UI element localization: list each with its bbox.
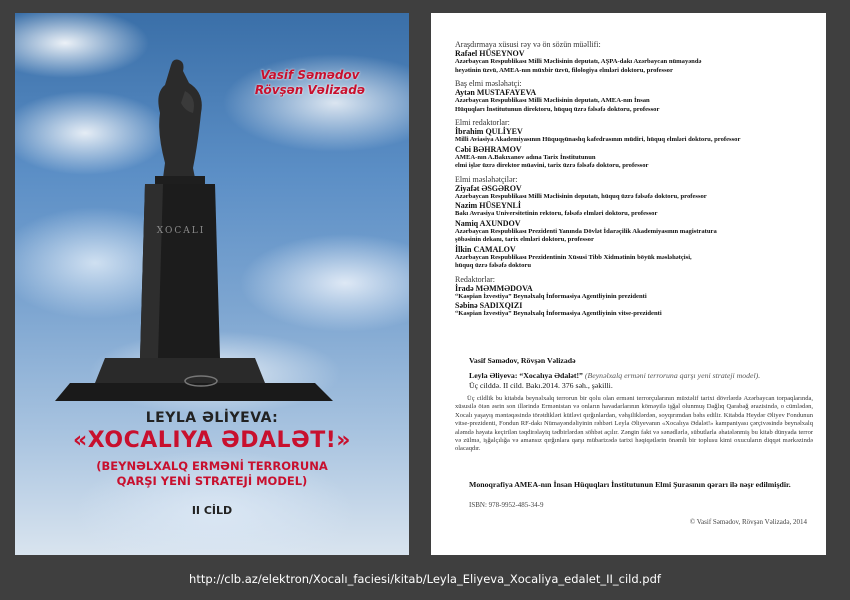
credit-description: Azərbaycan Respublikası Prezidenti Yanında Dövlət İdarəçilik Akademiyasının magistratura bbox=[455, 227, 717, 235]
credit-label: Araşdırmaya xüsusi rəy və ön sözün müəllifi: bbox=[455, 40, 601, 49]
credit-description: Azərbaycan Respublikası Prezidentinin Xüsusi Tibb Xidmətinin böyük məsləhətçisi, bbox=[455, 253, 692, 261]
cover-title: «XOCALIYA ƏDALƏT!» bbox=[73, 428, 351, 453]
credit-label: Redaktorlar: bbox=[455, 274, 495, 284]
credit-description: Hüquqları İnstitutunun direktoru, hüquq üzrə fəlsəfə doktoru, professor bbox=[455, 105, 660, 113]
copyright-block bbox=[455, 518, 807, 526]
credit-description: AMEA-nın A.Bakıxanov adına Tarix İnstitutunun bbox=[455, 153, 596, 161]
credit-name: Ziyafət ƏSGƏROV bbox=[455, 183, 522, 193]
cover-subtitle-line-2: QARŞI YENİ STRATEJİ MODEL) bbox=[116, 474, 308, 488]
credit-description: Azərbaycan Respublikası Milli Məclisinin deputatı, AMEA-nın İnsan bbox=[455, 97, 650, 104]
cover-heading: LEYLA ƏLİYEVA: bbox=[145, 410, 279, 426]
credit-name: İlkin CAMALOV bbox=[455, 244, 516, 254]
cover-author-1: Vasif Səmədov bbox=[260, 68, 360, 82]
credit-description: Azərbaycan Respublikası Milli Məclisinin deputatı, hüquq üzrə fəlsəfə doktoru, professor bbox=[455, 192, 707, 200]
credit-block bbox=[455, 118, 817, 171]
credit-name: İbrahim QULİYEV bbox=[455, 127, 523, 136]
credit-block bbox=[455, 175, 817, 271]
credit-name: Cəbi BƏHRAMOV bbox=[455, 144, 522, 154]
copyright: © Vasif Səmədov, Rövşən Vəlizadə, 2014 bbox=[689, 518, 807, 526]
abstract bbox=[455, 395, 813, 454]
credit-description: Milli Aviasiya Akademiyasının Hüquqşünaslıq kafedrasının müdiri, hüquq elmləri doktoru, professor bbox=[455, 136, 741, 143]
credit-block bbox=[455, 40, 817, 75]
credit-description: Bakı Avrasiya Universitetinin rektoru, fəlsəfə elmləri doktoru, professor bbox=[455, 210, 658, 217]
monograph-text: Monoqrafiya AMEA-nın İnsan Hüquqları İnstitutunun Elmi Şurasının qərarı ilə nəşr edilmişdir. bbox=[469, 480, 791, 489]
credit-description: “Kaspian İzvestiya” Beynəlxalq İnformasiya Agentliyinin prezidenti bbox=[455, 292, 647, 300]
authors-line: Vasif Səmədov, Rövşən Vəlizadə bbox=[469, 356, 576, 365]
credit-label: Elmi məsləhətçilər: bbox=[455, 174, 518, 184]
credit-label: Elmi redaktorlar: bbox=[455, 118, 510, 127]
credit-name: İradə MƏMMƏDOVA bbox=[455, 283, 533, 293]
isbn-block bbox=[469, 501, 814, 509]
credit-description: hüquq üzrə fəlsəfə doktoru bbox=[455, 262, 532, 269]
bibliography bbox=[469, 356, 809, 391]
abstract-paragraph: Üç cildlik bu kitabda beynəlxalq terrorun bir qolu olan erməni terrorçularının müxtəlif tarixi dövrlərdə Azərbaycan torpaqlarında, xüsusilə ötən əsrin son illərində Ermənistan və onların havadarlarının köməyilə işğal olunmuş Dağlıq Qarabağ ərazisində, o cümlədən, Xocalı yaşayış məntəqəsində törətdikləri kütləvi qırğınlardan, vəhşiliklərdən, soyqırımdan bəhs edilir. Kitabda Heydər Əliyev Fondunun vitse-prezidenti, Fondun RF-dakı Nümayəndəliyinin rəhbəri Leyla Əliyevanın «Xocalıya Ədalət!» kampaniyası çərçivəsində beynəlxalq aləmdə həyata keçirilən təqdirəlayiq tədbirlərdən söhbət açılır. Zəngin fakt və sənədlərlə, sübutlarla əhatələnmiş bu kitab dünyada terror və zülmə, işğalçılığa və amansız qırğınlara qarşı mübarizədə tarixi həqiqətlərin önəmli bir toplusu kimi oxucuların diqqət mərkəzində olacaqdır. bbox=[455, 395, 813, 453]
credit-block bbox=[455, 79, 817, 114]
title-page bbox=[431, 13, 826, 555]
credits bbox=[455, 40, 817, 323]
credit-name: Nazim HÜSEYNLİ bbox=[455, 201, 522, 210]
credit-description: elmi işlər üzrə direktor müavini, tarix üzrə fəlsəfə doktoru, professor bbox=[455, 162, 649, 169]
isbn: ISBN: 978-9952-485-34-9 bbox=[469, 501, 544, 509]
bib-entry bbox=[469, 371, 809, 391]
book-cover bbox=[15, 13, 409, 555]
monument-inscription: XOCALI bbox=[156, 226, 206, 236]
bib-subtitle: (Beynəlxalq erməni terroruna qarşı yeni strateji model). bbox=[584, 371, 761, 380]
cover-subtitle-line-1: (BEYNƏLXALQ ERMƏNİ TERRORUNA bbox=[96, 459, 328, 473]
credit-name: Səbinə SADIXQIZI bbox=[455, 301, 523, 310]
source-url: http://clb.az/elektron/Xocalı_faciesi/kitab/Leyla_Eliyeva_Xocaliya_edalet_II_cild.pdf bbox=[189, 572, 661, 586]
credit-description: heyətinin üzvü, AMEA-nın müxbir üzvü, filologiya elmləri doktoru, professor bbox=[455, 66, 673, 74]
credit-description: şöbəsinin dekanı, tarix elmləri doktoru, professor bbox=[455, 236, 594, 243]
credit-name: Aytən MUSTAFAYEVA bbox=[455, 88, 537, 97]
cover-author-2: Rövşən Vəlizadə bbox=[254, 83, 365, 97]
credit-description: “Kaspian İzvestiya” Beynəlxalq İnformasiya Agentliyinin vitse-prezidenti bbox=[455, 310, 662, 317]
credit-label: Baş elmi məsləhətçi: bbox=[455, 79, 522, 88]
cover-volume: II CİLD bbox=[191, 504, 233, 517]
credit-name: Namiq AXUNDOV bbox=[455, 218, 521, 228]
bib-details: Üç cilddə. II cild. Bakı.2014. 376 səh., şəkilli. bbox=[469, 381, 613, 390]
bib-title: Leyla Əliyeva: “Xocalıya Ədalət!” bbox=[469, 371, 583, 380]
cover-subtitle bbox=[15, 459, 409, 489]
cover-authors bbox=[255, 68, 365, 98]
credit-block bbox=[455, 275, 817, 319]
monograph-note bbox=[469, 480, 814, 489]
credit-description: Azərbaycan Respublikası Milli Məclisinin deputatı, AŞPA-dakı Azərbaycan nümayəndə bbox=[455, 58, 702, 65]
credit-name: Rafael HÜSEYNOV bbox=[455, 49, 525, 58]
